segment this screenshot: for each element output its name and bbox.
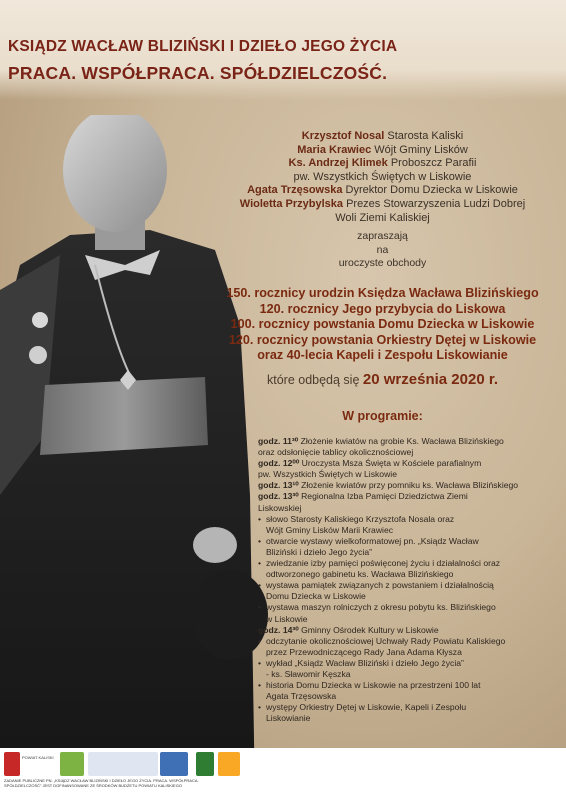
dom-dziecka-logo [88,752,158,776]
program-bullet-row [258,536,558,547]
organizer-line [205,184,560,198]
organizer-role: Woli Ziemi Kaliskiej [335,211,430,224]
event-date [205,371,560,388]
program-text: Bliziński i dzieło Jego życia” [266,546,373,557]
organizer-line [205,171,560,185]
sponsor-footer [0,748,566,800]
logo-label: POWIAT KALISKI [22,755,54,760]
program-time-row [258,491,558,502]
organizers-list [205,130,560,225]
event-line: 150. rocznicy urodzin Księdza Wacława Blizińskiego [226,286,539,300]
organizer-role: Prezes Stowarzyszenia Ludzi Dobrej [346,197,526,210]
powiat-crest-icon [4,752,20,776]
program-time: godz. 13¹⁰ [258,480,299,491]
program-row [258,614,558,625]
poster-subtitle: PRACA. WSPÓŁPRACA. SPÓŁDZIELCZOŚĆ. [8,63,388,83]
footer-fine-print: ZADANIE PUBLICZNE PN. „KSIĄDZ WACŁAW BLIZIŃSKI I DZIEŁO JEGO ŻYCIA. PRACA. WSPÓŁPRACA. SPÓŁDZIELCZOŚĆ” JEST DOFINANSOWANE ZE ŚRODKÓW BUDŻETU POWIATU KALISKIEGO [4,778,199,788]
event-line: 120. rocznicy Jego przybycia do Liskowa [259,301,506,316]
program-row [258,713,558,724]
blue-logo-icon [160,752,188,776]
invite-line: na [376,243,389,256]
program-text: historia Domu Dziecka w Liskowie na przestrzeni 100 lat [266,680,481,691]
program-text: Złożenie kwiatów na grobie Ks. Wacława Blizińskiego [300,436,504,446]
program-text: oraz odsłonięcie tablicy okolicznościowej [258,447,414,458]
organizer-name: Ks. Andrzej Klimek [288,157,388,170]
organizer-role: Starosta Kaliski [387,130,464,142]
program-text: otwarcie wystawy wielkoformatowej pn. „Ksiądz Wacław [266,535,479,546]
leaf-logo-icon [60,752,84,776]
program-bullet-row [258,702,558,713]
program-row [258,569,558,580]
program-text: pw. Wszystkich Świętych w Liskowie [258,469,397,480]
program-text: Liskowianie [266,713,311,724]
program-text: w Liskowie [266,613,308,624]
program-text: Złożenie kwiatów przy pomniku ks. Wacława Blizińskiego [301,480,519,491]
program-text: przez Przewodniczącego Rady Jana Adama Kłysza [266,646,462,657]
program-bullet-row [258,658,558,669]
program-bullet-row [258,636,558,647]
header-band [0,0,566,100]
program-bullet-row [258,602,558,613]
program-text: odtworzonego gabinetu ks. Wacława Blizińskiego [266,569,454,580]
program-time-row [258,625,558,636]
program-time: godz. 12⁰⁰ [258,458,300,469]
organizer-line [205,198,560,212]
program-row [258,669,558,680]
program-bullet-row [258,680,558,691]
program-time-row [258,436,558,447]
events-list [205,286,560,364]
program-text: Gminny Ośrodek Kultury w Liskowie [301,624,439,635]
program-row [258,691,558,702]
organizer-role: pw. Wszystkich Świętych w Liskowie [293,170,472,183]
event-line: 120. rocznicy powstania Orkiestry Dętej w Liskowie [228,332,537,347]
invitation-text [205,230,560,271]
organizer-name: Krzysztof Nosal [301,130,385,142]
yellow-crest-icon [218,752,240,776]
program-bullet-row [258,558,558,569]
program-text: zwiedzanie izby pamięci poświęconej życiu i działalności oraz [266,558,501,569]
organizer-line [205,157,560,171]
program-time: godz. 11³⁰ [258,436,299,446]
organizer-name: Wioletta Przybylska [239,197,343,210]
program-text: Agata Trzęsowska [266,691,337,702]
program-text: odczytanie okolicznościowej Uchwały Rady Powiatu Kaliskiego [266,635,506,646]
date-prefix: które odbędą się [266,373,360,387]
event-line: oraz 40-lecia Kapeli i Zespołu Liskowianie [257,348,508,363]
organizer-role: Proboszcz Parafii [390,157,477,170]
program-bullet-row [258,580,558,591]
program-time-row [258,480,558,491]
program-text: słowo Starosty Kaliskiego Krzysztofa Nosala oraz [266,513,455,524]
program-bullet-row [258,514,558,525]
program-row [258,469,558,480]
program-text: Domu Dziecka w Liskowie [266,591,366,602]
organizer-role: Wójt Gminy Lisków [374,143,468,156]
program-text: - ks. Sławomir Kęszka [266,668,351,679]
invite-line: uroczyste obchody [338,257,427,269]
invite-line: zapraszają [357,230,408,242]
program-text: występy Orkiestry Dętej w Liskowie, Kapeli i Zespołu [266,702,467,713]
green-crest-icon [196,752,214,776]
program-row [258,591,558,602]
program-text: Liskowskiej [258,502,302,513]
organizer-line [205,130,560,144]
organizer-name: Agata Trzęsowska [247,184,343,197]
poster-title: KSIĄDZ WACŁAW BLIZIŃSKI I DZIEŁO JEGO ŻYCIA [8,38,398,55]
program-row [258,447,558,458]
organizer-line [205,144,560,158]
event-line: 100. rocznicy powstania Domu Dziecka w Liskowie [230,317,535,332]
program-time: godz. 14³⁰ [258,624,299,635]
organizer-line [205,212,560,226]
program-text: Wójt Gminy Lisków Marii Krawiec [266,524,394,535]
program-row [258,547,558,558]
program-text: Uroczysta Msza Święta w Kościele parafialnym [301,458,482,469]
program-row [258,503,558,514]
date-value: 20 września 2020 r. [362,371,499,388]
program-list [258,436,558,724]
program-text: wystawa pamiątek związanych z powstaniem i działalnością [266,580,494,591]
program-row [258,647,558,658]
program-time: godz. 13³⁰ [258,491,299,502]
program-time-row [258,458,558,469]
organizer-name: Maria Krawiec [297,143,372,156]
program-heading: W programie: [342,409,423,423]
organizer-role: Dyrektor Domu Dziecka w Liskowie [345,184,518,197]
program-text: Regionalna Izba Pamięci Dziedzictwa Ziemi [301,491,468,502]
program-row [258,525,558,536]
program-text: wykład „Ksiądz Wacław Bliziński i dzieło Jego życia” [266,657,464,668]
program-text: wystawa maszyn rolniczych z okresu pobytu ks. Blizińskiego [266,602,496,613]
